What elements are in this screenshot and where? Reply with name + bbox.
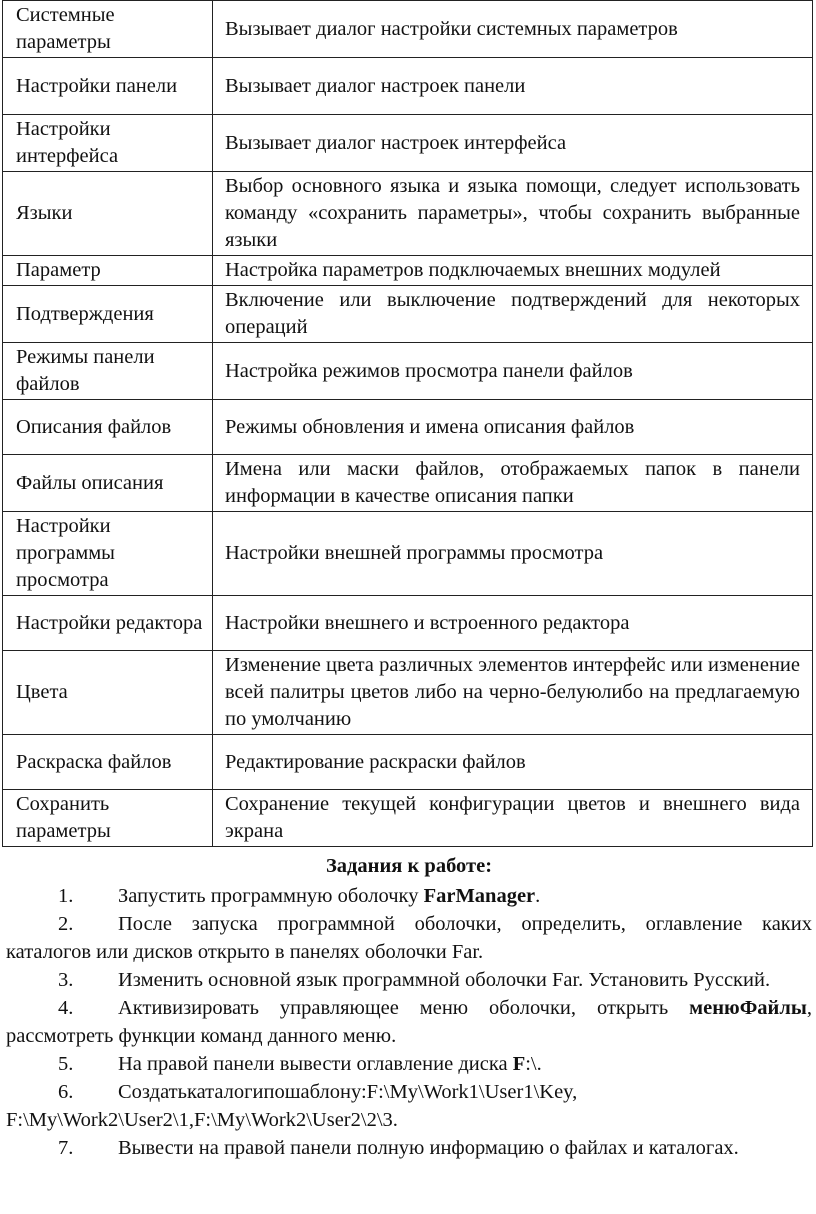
command-name: Настройки редактора [3, 596, 213, 651]
task-item [6, 1050, 812, 1078]
table-row [3, 596, 813, 651]
task-item [6, 1078, 812, 1134]
task-text-end: . [535, 885, 541, 907]
table-row [3, 790, 813, 847]
command-description: Вызывает диалог настройки системных параметров [213, 1, 813, 58]
command-name: Цвета [3, 651, 213, 735]
task-text: На правой панели вывести оглавление диска [118, 1053, 513, 1075]
task-text: Активизировать управляющее меню оболочки, открыть [118, 997, 690, 1019]
command-name: Раскраска файлов [3, 735, 213, 790]
task-number: 4. [58, 997, 74, 1019]
task-bold-text: менюФайлы [689, 997, 807, 1019]
task-text: После запуска программной оболочки, определить, оглавление каких каталогов или дисков открыто в панелях оболочки Far. [6, 913, 812, 963]
task-item [6, 882, 812, 910]
table-row [3, 256, 813, 286]
command-description: Выбор основного языка и языка помощи, следует использовать команду «сохранить параметры», чтобы сохранить выбранные языки [213, 172, 813, 256]
command-name: Подтверждения [3, 286, 213, 343]
task-item [6, 910, 812, 966]
command-description: Настройка параметров подключаемых внешних модулей [213, 256, 813, 286]
tasks-title: Задания к работе: [325, 855, 493, 877]
command-name: Параметр [3, 256, 213, 286]
command-description: Вызывает диалог настроек интерфейса [213, 115, 813, 172]
task-number: 3. [58, 969, 74, 991]
task-text-end: , рассмотреть функции команд данного меню. [6, 997, 812, 1047]
task-number: 1. [58, 885, 74, 907]
task-item [6, 1134, 812, 1162]
task-number: 6. [58, 1081, 74, 1103]
tasks-section [6, 852, 812, 1162]
table-row [3, 172, 813, 256]
command-name: Режимы панели файлов [3, 343, 213, 400]
command-name: Языки [3, 172, 213, 256]
task-text-end: :\. [525, 1053, 542, 1075]
table-row [3, 735, 813, 790]
table-row [3, 651, 813, 735]
command-description: Изменение цвета различных элементов интерфейс или изменение всей палитры цветов либо на черно-белуюлибо на предлагаемую по умолчанию [213, 651, 813, 735]
task-number: 5. [58, 1053, 74, 1075]
command-description: Настройки внешнего и встроенного редактора [213, 596, 813, 651]
task-text: Запустить программную оболочку [118, 885, 424, 907]
task-text: Изменить основной язык программной оболочки Far. Установить Русский. [118, 969, 771, 991]
table-row [3, 343, 813, 400]
task-bold-text: F [512, 1053, 526, 1075]
command-name: Системные параметры [3, 1, 213, 58]
command-description: Включение или выключение подтверждений для некоторых операций [213, 286, 813, 343]
command-name: Настройки интерфейса [3, 115, 213, 172]
task-bold-text: FarManager [423, 885, 536, 907]
command-description: Настройки внешней программы просмотра [213, 512, 813, 596]
table-row [3, 286, 813, 343]
command-name: Сохранить параметры [3, 790, 213, 847]
command-description: Имена или маски файлов, отображаемых папок в панели информации в качестве описания папки [213, 455, 813, 512]
table-row [3, 58, 813, 115]
command-name: Файлы описания [3, 455, 213, 512]
task-text: Создатькаталогипошаблону:F:\My\Work1\User1\Key, F:\My\Work2\User2\1,F:\My\Work2\User2\2\3. [6, 1081, 578, 1131]
command-description: Редактирование раскраски файлов [213, 735, 813, 790]
table-row [3, 400, 813, 455]
command-description: Сохранение текущей конфигурации цветов и внешнего вида экрана [213, 790, 813, 847]
table-row [3, 1, 813, 58]
task-item [6, 966, 812, 994]
command-description: Вызывает диалог настроек панели [213, 58, 813, 115]
task-number: 2. [58, 913, 74, 935]
command-name: Настройки программы просмотра [3, 512, 213, 596]
table-row [3, 115, 813, 172]
commands-table [2, 0, 813, 847]
task-number: 7. [58, 1137, 74, 1159]
table-row [3, 512, 813, 596]
command-name: Описания файлов [3, 400, 213, 455]
command-name: Настройки панели [3, 58, 213, 115]
task-text: Вывести на правой панели полную информацию о файлах и каталогах. [118, 1137, 739, 1159]
task-item [6, 994, 812, 1050]
command-description: Режимы обновления и имена описания файлов [213, 400, 813, 455]
command-description: Настройка режимов просмотра панели файлов [213, 343, 813, 400]
table-row [3, 455, 813, 512]
